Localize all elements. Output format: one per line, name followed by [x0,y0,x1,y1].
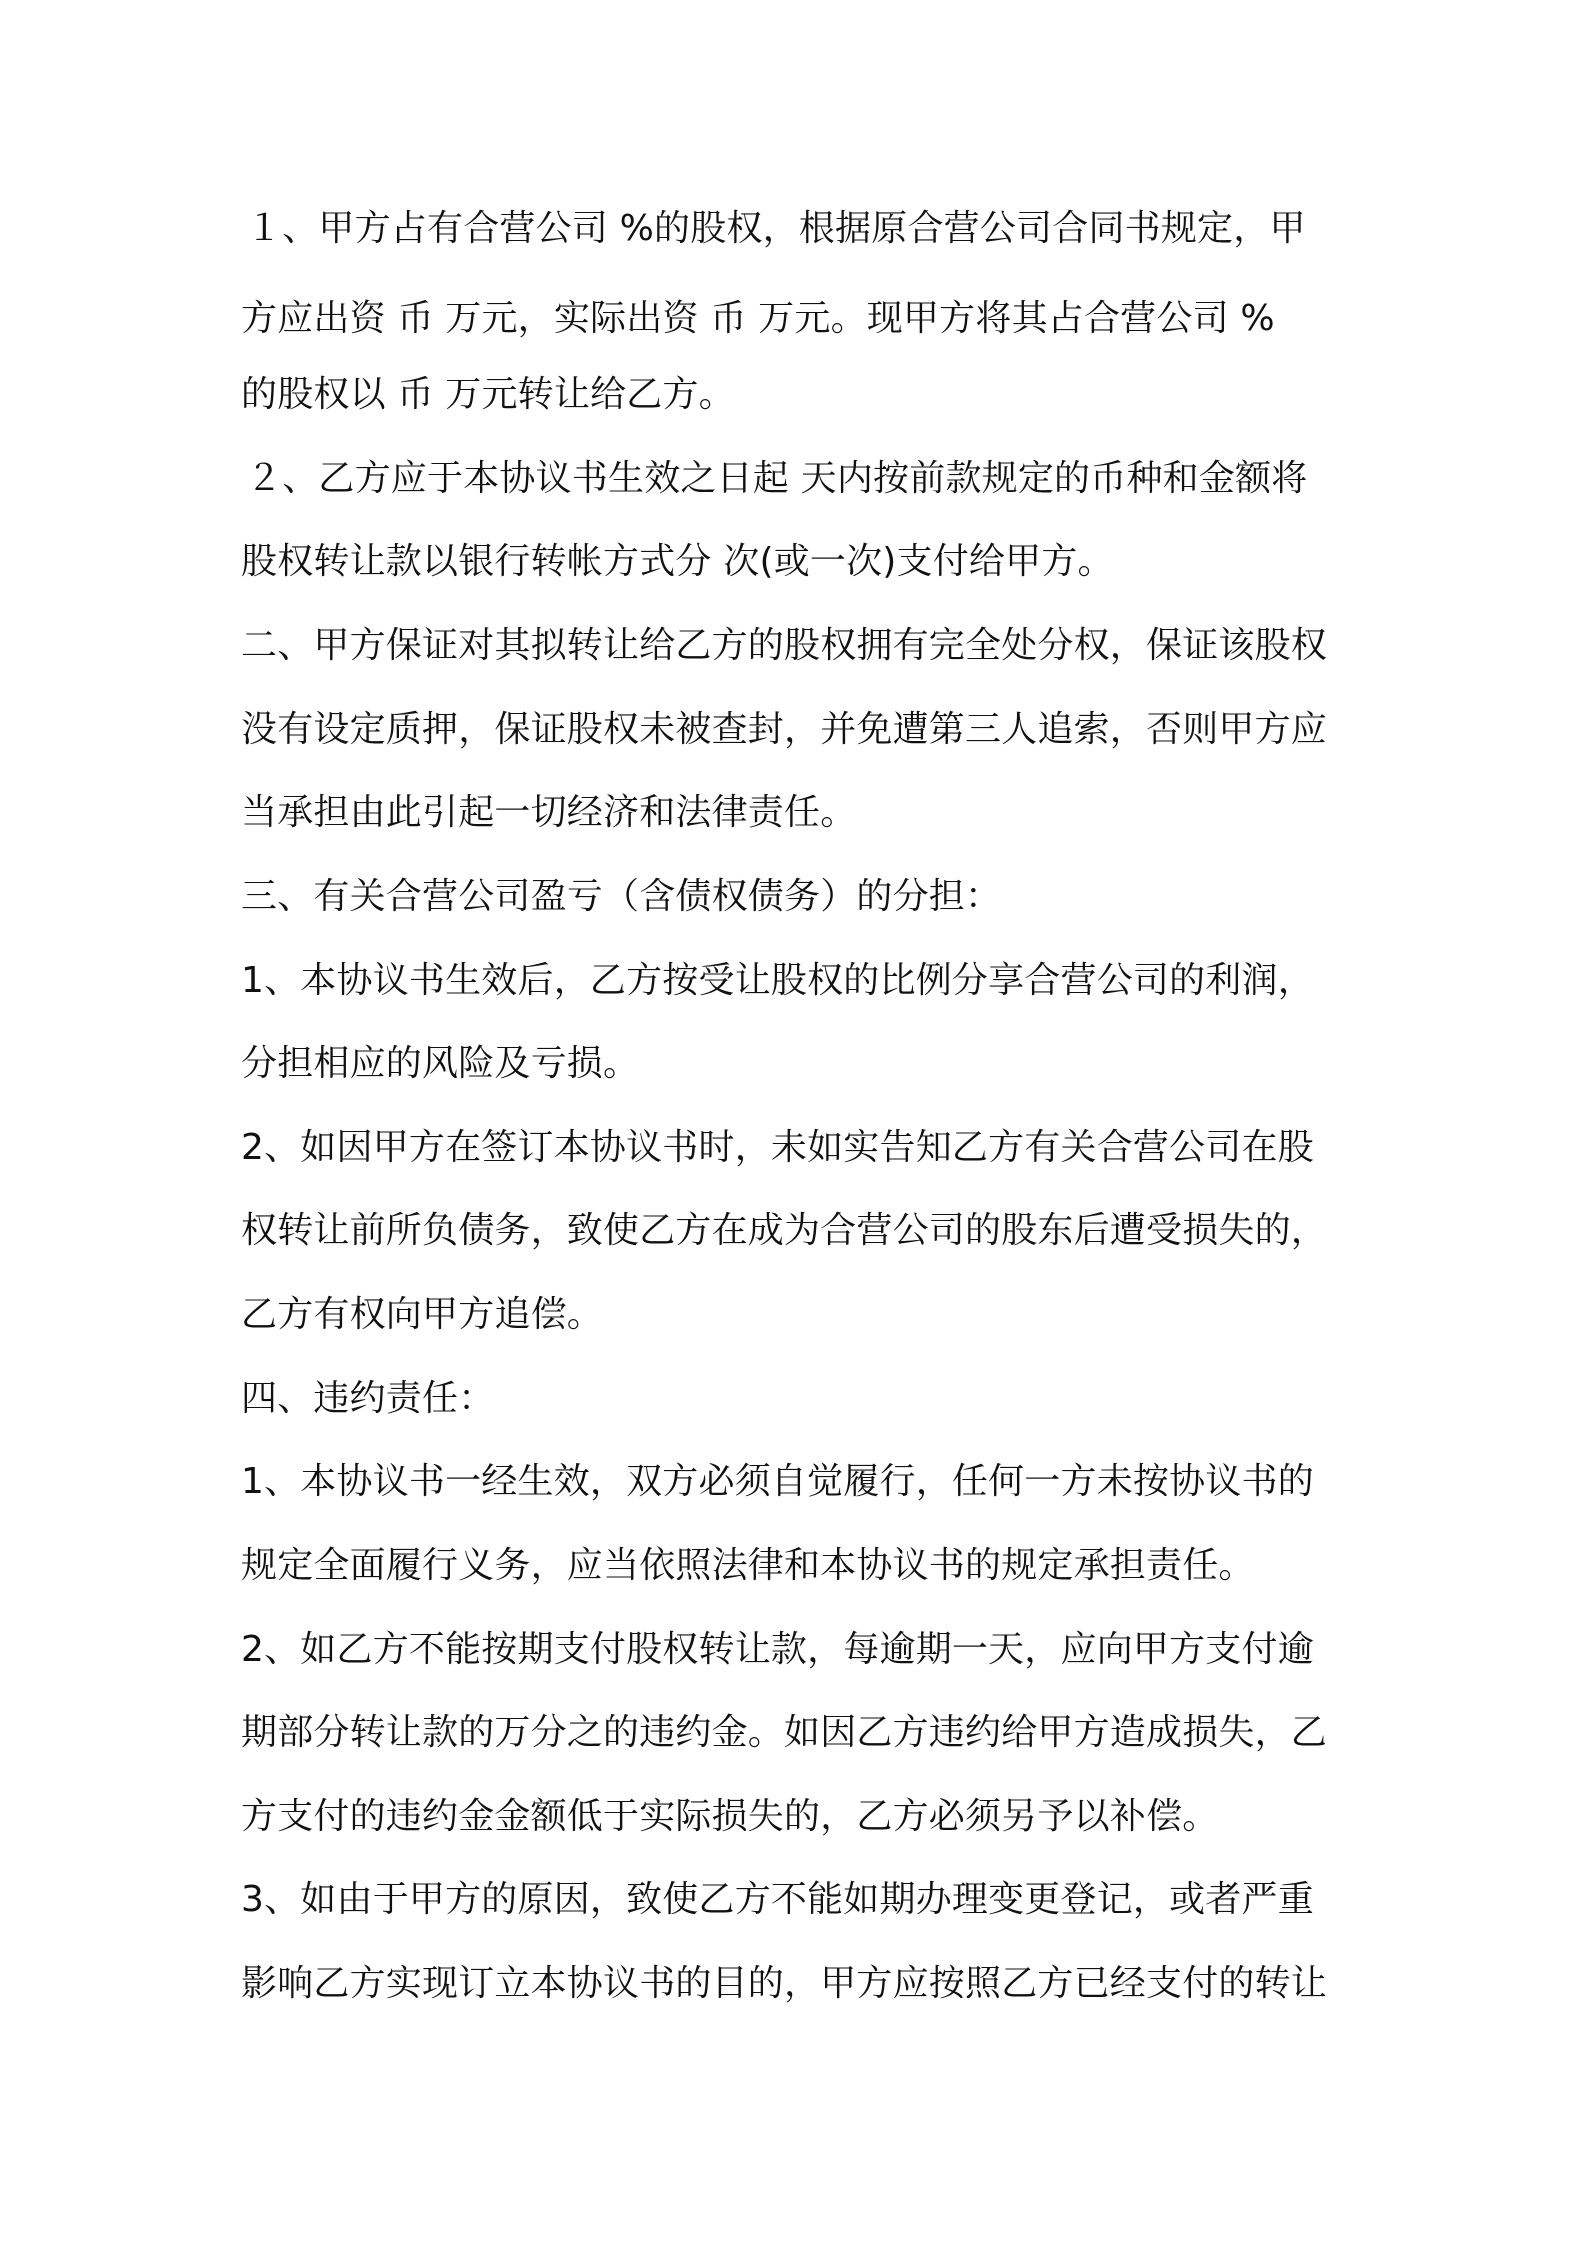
text-line: 乙方有权向甲方追偿。 [241,1294,604,1335]
text-line: 规定全面履行义务，应当依照法律和本协议书的规定承担责任。 [241,1545,1255,1586]
text-line: 二、甲方保证对其拟转让给乙方的股权拥有完全处分权，保证该股权 [241,625,1328,666]
text-line: 方应出资 币 万元，实际出资 币 万元。现甲方将其占合营公司 % [241,298,1275,339]
text-line: 权转让前所负债务，致使乙方在成为合营公司的股东后遭受损失的， [241,1210,1328,1251]
text-line: 期部分转让款的万分之的违约金。如因乙方违约给甲方造成损失，乙 [241,1712,1328,1753]
text-line: 股权转让款以银行转帐方式分 次(或一次)支付给甲方。 [241,541,1114,582]
text-line: 2、如乙方不能按期支付股权转让款，每逾期一天，应向甲方支付逾 [241,1629,1314,1670]
section-heading: 三、有关合营公司盈亏（含债权债务）的分担： [241,876,1002,917]
text-line: 的股权以 币 万元转让给乙方。 [241,374,735,415]
text-line: 3、如由于甲方的原因，致使乙方不能如期办理变更登记，或者严重 [241,1879,1314,1920]
text-line: １、甲方占有合营公司 %的股权，根据原合营公司合同书规定，甲 [246,208,1306,249]
text-line: 1、本协议书一经生效，双方必须自觉履行，任何一方未按协议书的 [241,1461,1314,1502]
text-line: 方支付的违约金金额低于实际损失的，乙方必须另予以补偿。 [241,1796,1219,1837]
text-line: 1、本协议书生效后，乙方按受让股权的比例分享合营公司的利润， [241,960,1314,1001]
text-line: 当承担由此引起一切经济和法律责任。 [241,792,857,833]
text-line: 没有设定质押，保证股权未被查封，并免遭第三人追索，否则甲方应 [241,709,1328,750]
text-line: 分担相应的风险及亏损。 [241,1043,640,1084]
text-line: 影响乙方实现订立本协议书的目的，甲方应按照乙方已经支付的转让 [241,1963,1328,2004]
text-line: 2、如因甲方在签订本协议书时，未如实告知乙方有关合营公司在股 [241,1127,1314,1168]
section-heading: 四、违约责任： [241,1378,495,1419]
text-line: ２、乙方应于本协议书生效之日起 天内按前款规定的币种和金额将 [246,458,1308,499]
